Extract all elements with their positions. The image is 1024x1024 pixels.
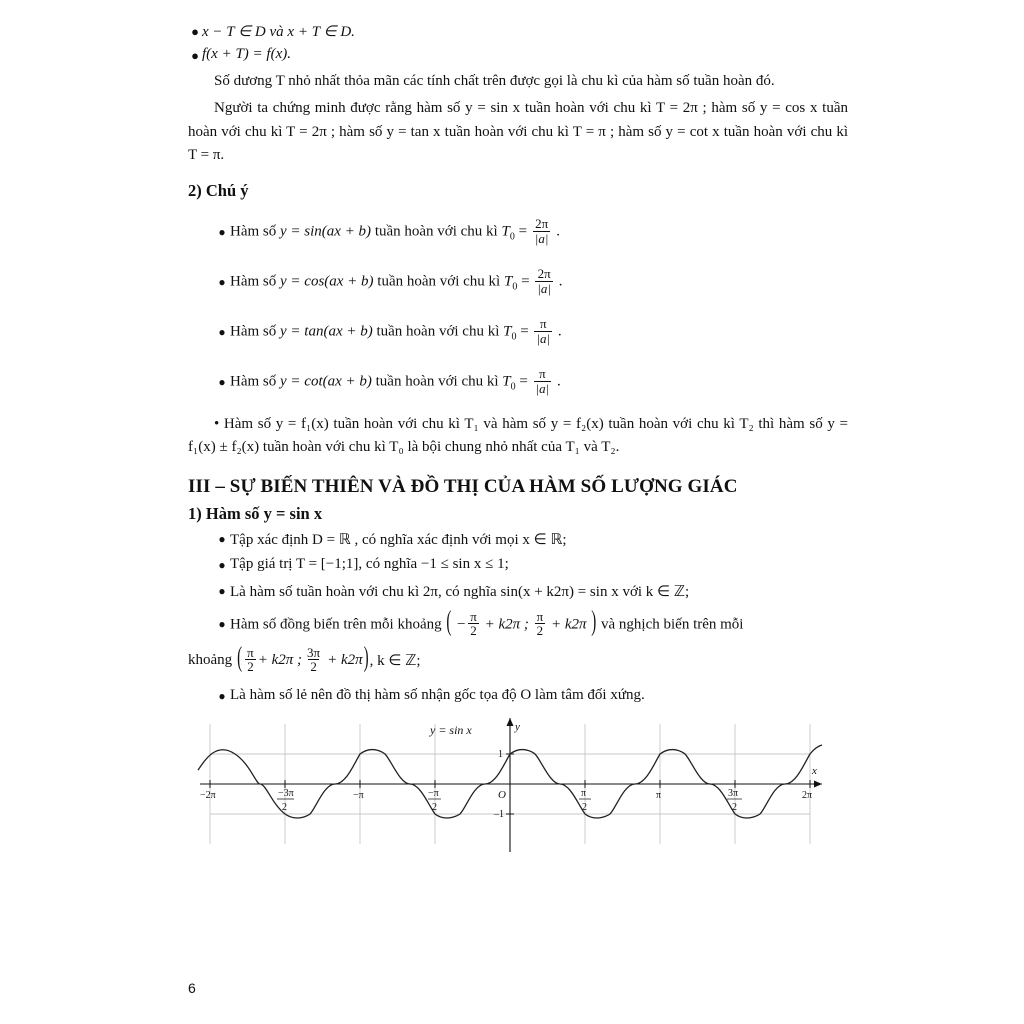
- fraction-denominator: 2: [536, 623, 544, 639]
- property-list: [214, 530, 848, 639]
- note-list: [214, 207, 848, 407]
- y-axis-label: y: [515, 721, 520, 734]
- y-tick-label-minus1: –1: [494, 809, 504, 821]
- x-tick-label-pi-2-num: π: [581, 788, 587, 800]
- fraction-numerator: π: [539, 365, 546, 381]
- y-axis-arrow-icon: [507, 718, 514, 726]
- sine-graph-svg: [188, 716, 833, 861]
- x-tick-label-pi-2-den: 2: [582, 802, 587, 814]
- section-title: III – SỰ BIẾN THIÊN VÀ ĐỒ THỊ CỦA HÀM SỐ LƯỢNG GIÁC: [188, 475, 738, 497]
- list-item: [214, 582, 848, 601]
- fraction-numerator: 2π: [537, 265, 551, 281]
- fraction-denominator: |a|: [537, 280, 551, 296]
- bullet-dot-icon: ●: [191, 24, 199, 39]
- bullet-dot-icon: ●: [218, 325, 226, 339]
- property-text: Tập xác định D = ℝ , có nghĩa xác định với mọi x ∈ ℝ;: [230, 531, 567, 548]
- equals-sign: =: [518, 223, 528, 240]
- note-prefix: Hàm số: [230, 373, 277, 390]
- x-tick-label-3pi-2-den: 2: [732, 802, 737, 814]
- bullet-dot-icon: ●: [218, 689, 226, 704]
- note-suffix: .: [557, 373, 561, 390]
- subsection-title: 1) Hàm số y = sin x: [188, 503, 323, 523]
- fraction-numerator: π: [539, 315, 547, 331]
- note-prefix: Hàm số: [230, 323, 277, 340]
- list-item: [188, 46, 848, 66]
- equals-sign: =: [520, 323, 529, 340]
- property-text: Tập giá trị T = [−1;1], có nghĩa −1 ≤ sin x ≤ 1;: [230, 555, 509, 572]
- list-item: [214, 556, 848, 575]
- fraction-denominator: 2: [310, 659, 317, 675]
- note-prefix: Hàm số: [230, 273, 277, 290]
- note-period-var: T: [502, 373, 511, 390]
- odd-property-text: Là hàm số lẻ nên đồ thị hàm số nhận gốc tọa độ O làm tâm đối xứng.: [230, 687, 645, 704]
- note-period-sub: 0: [511, 331, 517, 343]
- monotonic-mid-text: và nghịch biến trên mỗi: [601, 616, 744, 633]
- list-item-odd: [214, 687, 848, 706]
- bullet-dot-icon: ●: [218, 557, 226, 572]
- monotonic-second-line: [188, 643, 848, 675]
- note-period-var: T: [501, 223, 510, 240]
- x-tick-label-pi: π: [656, 790, 662, 802]
- x-tick-label--2pi: −2π: [200, 790, 216, 802]
- note-period-sub: 0: [509, 231, 515, 243]
- note-last-paragraph: [188, 413, 848, 460]
- note-middle: tuần hoàn với chu kì: [376, 323, 500, 340]
- note-period-var: T: [503, 273, 513, 290]
- x-tick-label--pi: −π: [353, 790, 364, 802]
- note-period-sub: 0: [512, 281, 518, 293]
- list-item: [214, 530, 848, 549]
- list-item: [188, 22, 848, 42]
- monotonic-suffix: , k ∈ ℤ;: [369, 653, 421, 670]
- paren-open: (: [446, 607, 452, 638]
- fraction-denominator: |a|: [536, 330, 551, 346]
- bullet-dot-icon: ●: [218, 583, 226, 598]
- note-middle: tuần hoàn với chu kì: [375, 373, 499, 390]
- note-suffix: .: [557, 323, 562, 340]
- paren-close: ): [591, 607, 597, 638]
- top-bullet-text-2: f(x + T) = f(x).: [202, 46, 291, 62]
- x-tick-label--3pi-2-den: 2: [282, 802, 287, 814]
- fraction-numerator: π: [247, 644, 254, 660]
- paren-close: ): [363, 643, 369, 675]
- equals-sign: =: [521, 273, 530, 290]
- fraction-numerator: 2π: [535, 215, 549, 231]
- x-tick-label--pi-2-num: −π: [428, 788, 439, 800]
- interval-mid: + k2π ;: [484, 616, 529, 633]
- paragraph-text: Người ta chứng minh được rằng hàm số y = sin x tuần hoàn với chu kì T = 2π ; hàm số y = cos x tuần hoàn với chu kì T = 2π ; hàm số y = tan x tuần hoàn với chu kì T = π ; hàm số y = cot x tuần hoàn với chu kì T = π.: [188, 100, 848, 163]
- paragraph-period-definition: [188, 70, 848, 93]
- monotonic-lead: Hàm số đồng biến trên mỗi khoảng: [230, 616, 442, 633]
- list-item: [214, 207, 848, 257]
- x-axis-arrow-icon: [814, 781, 822, 788]
- fraction-denominator: 2: [247, 659, 254, 675]
- note-function: y = tan(ax + b): [280, 323, 373, 340]
- curve-label: y = sin x: [430, 723, 472, 738]
- list-item: [214, 357, 848, 407]
- list-item: [214, 257, 848, 307]
- note-function: y = cot(ax + b): [280, 373, 372, 390]
- note-suffix: .: [558, 273, 563, 290]
- sine-graph: [188, 716, 833, 856]
- equals-sign: =: [519, 373, 528, 390]
- note-period-sub: 0: [510, 381, 516, 393]
- top-bullet-list: [188, 22, 848, 66]
- note-period-var: T: [503, 323, 512, 340]
- page-number: 6: [188, 980, 196, 996]
- paragraph-proof-note: [188, 97, 848, 167]
- note-function: y = sin(ax + b): [280, 223, 372, 240]
- axes: [200, 718, 822, 852]
- paragraph-text: Số dương T nhỏ nhất thỏa mãn các tính chất trên được gọi là chu kì của hàm số tuần hoàn đó.: [214, 73, 775, 89]
- note-heading: 2) Chú ý: [188, 181, 249, 200]
- x-tick-label-2pi: 2π: [802, 790, 813, 802]
- note-middle: tuần hoàn với chu kì: [374, 223, 498, 240]
- bullet-dot-icon: ●: [218, 375, 226, 389]
- x-tick-label--pi-2-den: 2: [432, 802, 437, 814]
- bullet-dot-icon: ●: [218, 617, 226, 632]
- bullet-dot-icon: ●: [218, 531, 226, 546]
- list-item-monotonic: [214, 607, 848, 639]
- fraction-numerator: 3π: [307, 644, 321, 660]
- bullet-dot-icon: ●: [218, 225, 226, 239]
- note-middle: tuần hoàn với chu kì: [377, 273, 501, 290]
- origin-label: O: [498, 789, 506, 802]
- fraction: [305, 646, 322, 674]
- bullet-dot-icon: ●: [218, 275, 226, 289]
- fraction-denominator: |a|: [534, 230, 549, 246]
- fraction: [534, 317, 552, 345]
- list-item: [214, 307, 848, 357]
- fraction: [535, 610, 546, 638]
- fraction-numerator: π: [536, 608, 544, 624]
- paren-open: (: [237, 643, 243, 675]
- x-tick-label--3pi-2-num: −3π: [278, 788, 294, 800]
- interval-tail: + k2π: [550, 616, 587, 633]
- fraction: [535, 267, 553, 295]
- x-tick-label-3pi-2-num: 3π: [728, 788, 739, 800]
- note-suffix: .: [556, 223, 560, 240]
- interval-tail: + k2π: [327, 652, 363, 669]
- fraction: [245, 646, 256, 674]
- fraction-denominator: 2: [470, 623, 477, 639]
- x-axis-label: x: [812, 765, 817, 778]
- interval-mid: + k2π ;: [257, 652, 303, 669]
- document-page: [188, 0, 848, 1024]
- note-function: y = cos(ax + b): [280, 273, 374, 290]
- top-bullet-text-1: x − T ∈ D và x + T ∈ D.: [202, 24, 355, 40]
- fraction-denominator: |a|: [535, 380, 550, 396]
- note-last-text: • Hàm số y = f₁(x) tuần hoàn với chu kì T₁ và hàm số y = f₂(x) tuần hoàn với chu kì T₂ thì hàm số y = f₁(x) ± f₂(x) tuần hoàn với chu kì T₀ là bội chung nhỏ nhất của T₁ và T₂.: [188, 416, 848, 456]
- note-prefix: Hàm số: [230, 223, 277, 240]
- fraction: [533, 217, 551, 245]
- fraction: [468, 610, 479, 638]
- monotonic-lead2: khoảng: [188, 652, 233, 669]
- fraction-numerator: π: [470, 608, 477, 624]
- property-text: Là hàm số tuần hoàn với chu kì 2π, có nghĩa sin(x + k2π) = sin x với k ∈ ℤ;: [230, 583, 690, 600]
- fraction: [534, 367, 552, 395]
- minus-sign: −: [456, 616, 467, 633]
- bullet-dot-icon: ●: [191, 48, 199, 63]
- y-tick-label-1: 1: [498, 749, 503, 761]
